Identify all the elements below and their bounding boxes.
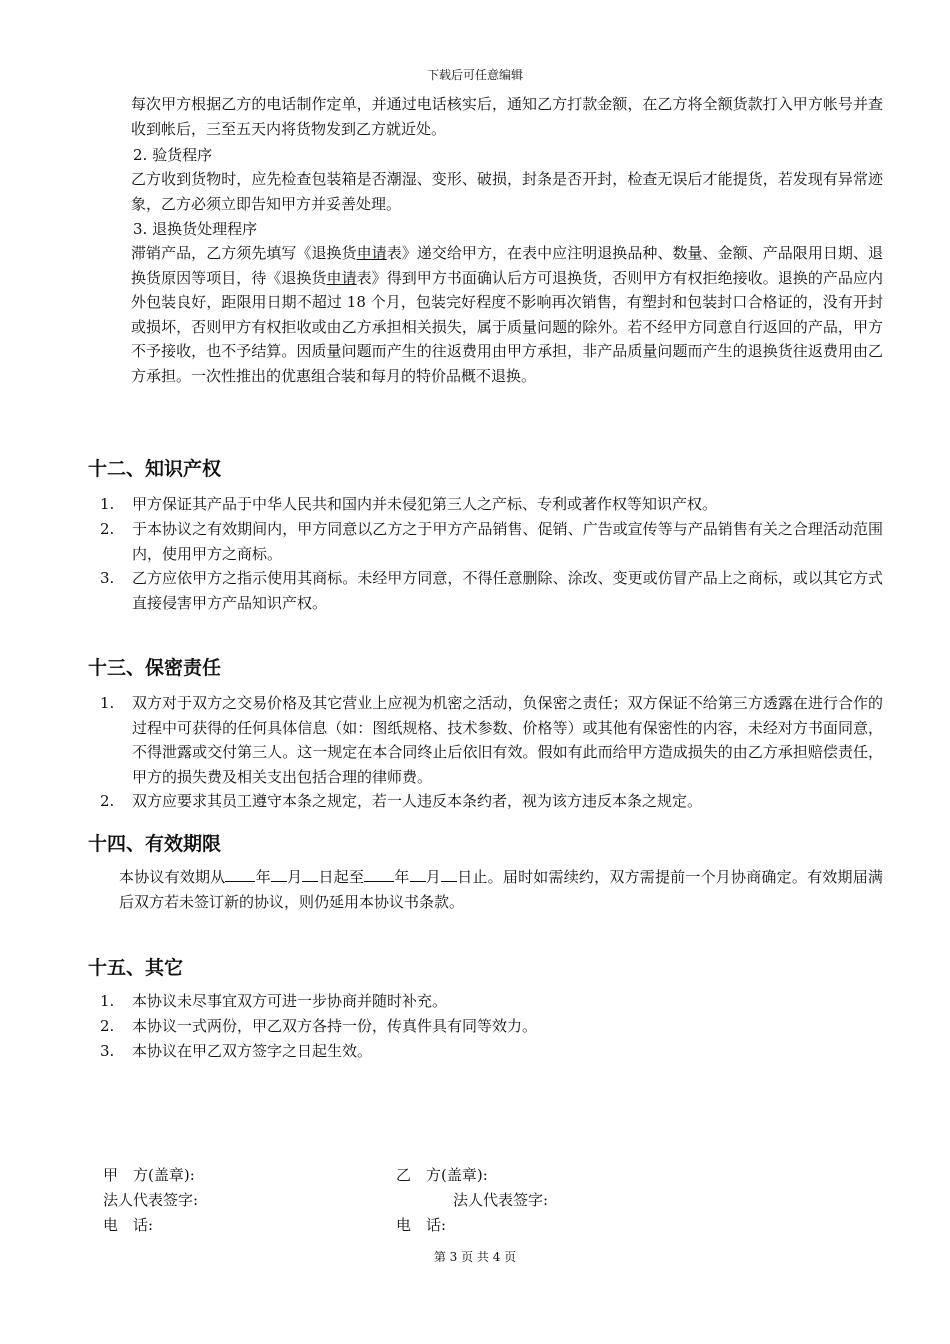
section-12-item: 1. 甲方保证其产品于中华人民共和国内并未侵犯第三人之产标、专利或著作权等知识产权。 — [100, 495, 718, 513]
apply-underlined: 申请 — [326, 268, 357, 287]
party-a-representative: 法人代表签字: — [103, 1191, 199, 1209]
section-15-item: 1. 本协议未尽事宜双方可进一步协商并随时补充。 — [100, 992, 448, 1010]
party-b-representative: 法人代表签字: — [453, 1191, 549, 1209]
section-12-title: 十二、知识产权 — [88, 458, 222, 480]
section-12-item: 3. 乙方应依甲方之指示使用其商标。未经甲方同意，不得任意删除、涂改、变更或仿冒产品上之商标，或以其它方式直接侵害甲方产品知识产权。 — [100, 569, 883, 612]
blank-line — [271, 864, 287, 882]
page-header: 下载后可任意编辑 — [426, 68, 523, 82]
validity-paragraph: 本协议有效期从 年 月 日起至 年 月 日止。届时如需续约，双方需提前一个月协商确定。有效期届满后双方若未签订新的协议，则仍延用本协议书条款。 — [119, 864, 883, 914]
party-a-seal: 甲 方(盖章): — [103, 1166, 195, 1184]
section-13-item: 2. 双方应要求其员工遵守本条之规定，若一人违反本条约者，视为该方违反本条之规定。 — [100, 792, 703, 810]
inspection-paragraph: 乙方收到货物时，应先检查包装箱是否潮湿、变形、破损，封条是否开封，检查无误后才能提货，若发现有异常迹象，乙方必须立即告知甲方并妥善处理。 — [131, 170, 883, 213]
party-a-phone: 电 话: — [103, 1216, 154, 1234]
section-15-item: 3. 本协议在甲乙双方签字之日起生效。 — [100, 1042, 373, 1060]
section-14-title: 十四、有效期限 — [88, 833, 222, 855]
blank-line — [364, 864, 394, 882]
section-15-item: 2. 本协议一式两份，甲乙双方各持一份，传真件具有同等效力。 — [100, 1017, 538, 1035]
page-footer: 第 3 页 共 4 页 — [433, 1250, 517, 1264]
section-15-title: 十五、其它 — [88, 957, 184, 979]
party-b-phone: 电 话: — [396, 1216, 447, 1234]
section-13-title: 十三、保密责任 — [88, 657, 222, 679]
return-subheading: 3. 退换货处理程序 — [133, 220, 258, 238]
return-paragraph: 滞销产品，乙方须先填写《退换货申请表》递交给甲方，在表中应注明退换品种、数量、金额、产品限用日期、退换货原因等项目，待《退换货申请表》得到甲方书面确认后方可退换货，否则甲方有权拒绝接收。退换的产品应内外包装良好，距限用日期不超过 18 个月，包装完好程度不影响再次销售，有塑封和包装封口合格证的，没有开封或损坏，否则甲方有权拒收或由乙方承担相关损失，属于质量问题的除外。若不经甲方同意自行返回的产品，甲方不予接收，也不予结算。因质量问题而产生的往返费用由甲方承担，非产品质量问题而产生的退换货往返费用由乙方承担。一次性推出的优惠组合装和每月的特价品概不退换。 — [131, 244, 883, 385]
delivery-paragraph: 每次甲方根据乙方的电话制作定单，并通过电话核实后，通知乙方打款金额，在乙方将全额货款打入甲方帐号并查收到帐后，三至五天内将货物发到乙方就近处。 — [131, 95, 883, 138]
blank-line — [302, 864, 318, 882]
blank-line — [225, 864, 255, 882]
apply-underlined: 申请 — [356, 244, 387, 262]
inspection-subheading: 2. 验货程序 — [133, 146, 213, 164]
section-12-item: 2. 于本协议之有效期间内，甲方同意以乙方之于甲方产品销售、促销、广告或宣传等与产品销售有关之合理活动范围内，使用甲方之商标。 — [100, 520, 883, 563]
section-13-item: 1. 双方对于双方之交易价格及其它营业上应视为机密之活动，负保密之责任；双方保证不给第三方透露在进行合作的过程中可获得的任何具体信息（如：图纸规格、技术参数、价格等）或其他有保密性的内容，未经对方书面同意，不得泄露或交付第三人。这一规定在本合同终止后依旧有效。假如有此而给甲方造成损失的由乙方承担赔偿责任，甲方的损失费及相关支出包括合理的律师费。 — [100, 694, 883, 786]
party-b-seal: 乙 方(盖章): — [396, 1166, 488, 1184]
blank-line — [441, 864, 457, 882]
blank-line — [410, 864, 426, 882]
